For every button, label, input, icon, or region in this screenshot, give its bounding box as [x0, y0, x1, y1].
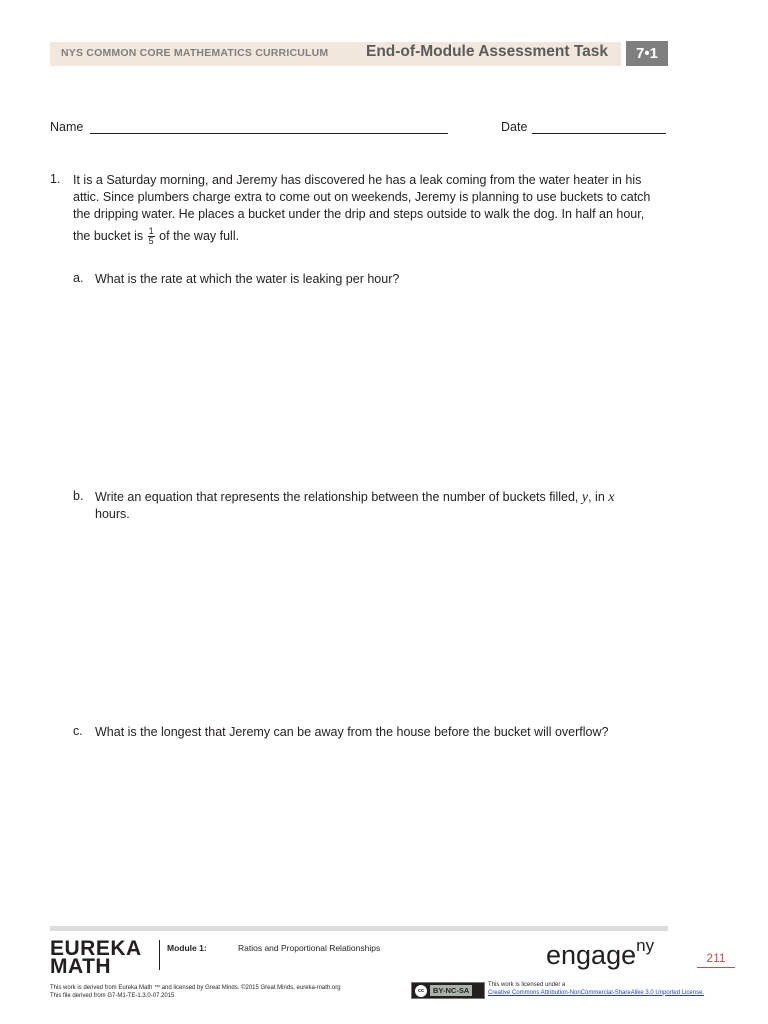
part-a-answer-area[interactable]	[73, 300, 668, 480]
logo-line: EUREKA	[50, 937, 142, 960]
eureka-math-logo	[50, 937, 142, 978]
logo-line: MATH	[50, 955, 112, 978]
engageny-logo: engage$^{ny}$	[546, 936, 655, 970]
license-notice: This work is licensed under a Creative Commons Attribution-NonCommercial-ShareAlike 3.0 Unported License.	[488, 982, 705, 996]
curriculum-label: NYS COMMON CORE MATHEMATICS CURRICULUM	[61, 47, 329, 59]
variable-y: y	[581, 490, 589, 505]
problem-text: of the way full.	[159, 228, 240, 243]
footer-rule	[50, 926, 668, 931]
fraction-numerator: 1	[148, 225, 154, 236]
name-field[interactable]	[90, 133, 448, 134]
footer-divider	[159, 940, 160, 970]
name-label: Name	[50, 120, 84, 134]
grade-module-badge: 7•1	[626, 41, 668, 66]
fraction-denominator: 5	[148, 235, 154, 246]
derived-notice: This work is derived from Eureka Math ™ and licensed by Great Minds. ©2015 Great Minds. eureka-math.org This file derived from G7-M1-TE-1.3.0-07.2015	[50, 985, 341, 999]
part-c-question: What is the longest that Jeremy can be away from the house before the bucket will overflow?	[95, 725, 609, 739]
fraction	[148, 227, 155, 246]
variable-x: x	[608, 490, 615, 505]
part-b-text-mid: , in	[588, 490, 605, 504]
cc-license-badge[interactable]	[411, 982, 485, 999]
part-b-text: Write an equation that represents the relationship between the number of buckets filled,	[95, 490, 579, 504]
date-field[interactable]	[532, 133, 666, 134]
part-b-letter: b.	[73, 489, 84, 503]
problem-line: It is a Saturday morning, and Jeremy has discovered he has a leak coming from the water heater in his	[73, 173, 642, 187]
module-label: Module 1:	[167, 943, 207, 953]
creative-commons-icon: cc	[415, 985, 427, 997]
module-title: Ratios and Proportional Relationships	[238, 943, 381, 953]
problem-line: the dripping water. He places a bucket under the drip and steps outside to walk the dog. In half an hour,	[73, 207, 645, 222]
problem-statement	[73, 172, 671, 246]
part-c-letter: c.	[73, 724, 83, 738]
problem-text: the bucket is	[73, 228, 144, 243]
part-b-question	[95, 489, 655, 523]
cc-badge-text: BY-NC-SA	[430, 985, 472, 996]
problem-number: 1.	[50, 172, 61, 186]
date-label: Date	[501, 120, 528, 134]
part-b-text-line2: hours.	[95, 507, 130, 521]
part-a-question: What is the rate at which the water is leaking per hour?	[95, 272, 400, 286]
problem-line: attic. Since plumbers charge extra to come out on weekends, Jeremy is planning to use buckets to catch	[73, 190, 651, 205]
part-c-answer-area[interactable]	[73, 750, 668, 915]
license-link[interactable]: Creative Commons Attribution-NonCommercial-ShareAlike 3.0 Unported License.	[488, 989, 705, 996]
page-number-underline	[697, 967, 735, 968]
part-b-answer-area[interactable]	[73, 530, 668, 710]
task-title: End-of-Module Assessment Task	[366, 43, 609, 60]
page-number: 211	[706, 951, 726, 965]
part-a-letter: a.	[73, 271, 84, 285]
problem-line-fraction	[73, 227, 671, 246]
